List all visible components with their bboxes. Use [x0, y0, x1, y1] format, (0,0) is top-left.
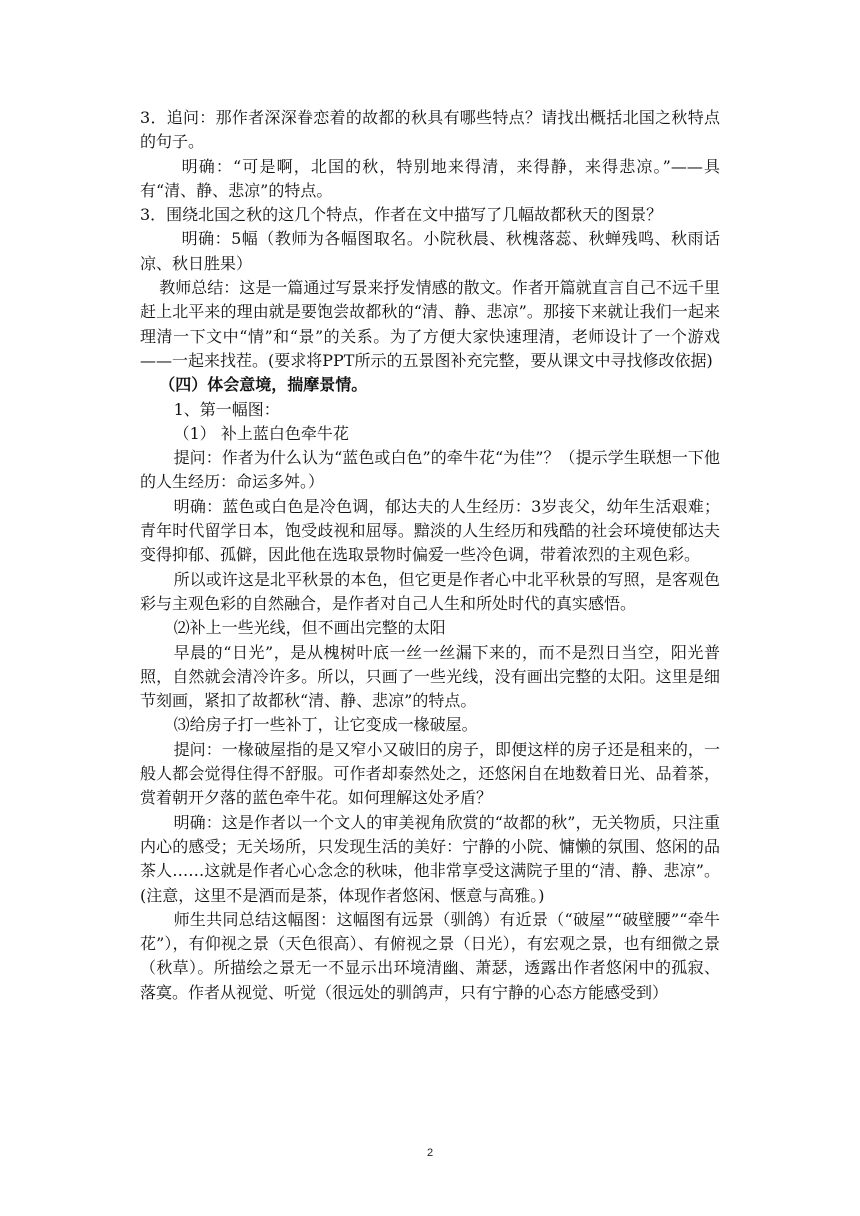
page-number: 2 [426, 1147, 434, 1159]
paragraph: 师生共同总结这幅图：这幅图有远景（驯鸽）有近景（“破屋”“破壁腰”“牵牛花”），有仰视之景（天色很高）、有俯视之景（日光），有宏观之景，也有细微之景（秋草）。所描绘之景无一不显示出环境清幽、萧瑟，透露出作者悠闲中的孤寂、落寞。作者从视觉、听觉（很远处的驯鸽声，只有宁静的心态方能感受到） [140, 909, 720, 1002]
paragraph: 提问：作者为什么认为“蓝色或白色”的牵牛花“为佳”？（提示学生联想一下他的人生经历：命运多舛。） [140, 448, 720, 492]
paragraph: 1、第一幅图： [173, 399, 280, 419]
paragraph: 教师总结：这是一篇通过写景来抒发情感的散文。作者开篇就直言自己不远千里赶上北平来的理由就是要饱尝故都秋的“清、静、悲凉”。那接下来就让我们一起来理清一下文中“情”和“景”的关系。为了方便大家快速理清，老师设计了一个游戏——一起来找茬。(要求将PPT所示的五景图补充完整，要从课文中寻找修改依据) [140, 278, 720, 370]
paragraph: 早晨的“日光”，是从槐树叶底一丝一丝漏下来的，而不是烈日当空，阳光普照，自然就会清冷许多。所以，只画了一些光线，没有画出完整的太阳。这里是细节刻画，紧扣了故都秋“清、静、悲凉”的特点。 [140, 642, 720, 711]
paragraph: 明确：5幅（教师为各幅图取名。小院秋晨、秋槐落蕊、秋蝉残鸣、秋雨话凉、秋日胜果） [140, 229, 720, 273]
paragraph: 所以或许这是北平秋景的本色，但它更是作者心中北平秋景的写照，是客观色彩与主观色彩的自然融合，是作者对自己人生和所处时代的真实感悟。 [140, 569, 720, 613]
paragraph: 提问：一椽破屋指的是又窄小又破旧的房子，即便这样的房子还是租来的，一般人都会觉得住得不舒服。可作者却泰然处之，还悠闲自在地数着日光、品着茶，赏着朝开夕落的蓝色牵牛花。如何理解这处矛盾？ [140, 739, 720, 808]
paragraph: 3．围绕北国之秋的这几个特点，作者在文中描写了几幅故都秋天的图景？ [140, 205, 663, 225]
paragraph: ⑶给房子打一些补丁，让它变成一椽破屋。 [173, 715, 478, 735]
paragraph: （1） 补上蓝白色牵牛花 [173, 423, 349, 443]
section-heading: （四）体会意境，揣摩景情。 [159, 375, 368, 395]
paragraph: 明确：“可是啊，北国的秋，特别地来得清，来得静，来得悲凉。”——具有“清、静、悲凉”的特点。 [140, 156, 720, 200]
paragraph: 明确：这是作者以一个文人的审美视角欣赏的“故都的秋”，无关物质，只注重内心的感受；无关场所，只发现生活的美好：宁静的小院、慵懒的氛围、悠闲的品茶人……这就是作者心心念念的秋味，他非常享受这满院子里的“清、静、悲凉”。(注意，这里不是酒而是茶，体现作者悠闲、惬意与高雅。) [140, 812, 720, 905]
paragraph: ⑵补上一些光线，但不画出完整的太阳 [173, 618, 446, 638]
document-body [140, 106, 720, 1005]
paragraph: 明确：蓝色或白色是冷色调，郁达夫的人生经历：3岁丧父，幼年生活艰难；青年时代留学日本，饱受歧视和屈辱。黯淡的人生经历和残酷的社会环境使郁达夫变得抑郁、孤僻，因此他在选取景物时偏爱一些冷色调，带着浓烈的主观色彩。 [140, 496, 720, 565]
paragraph: 3．追问：那作者深深眷恋着的故都的秋具有哪些特点？请找出概括北国之秋特点的句子。 [140, 108, 720, 152]
